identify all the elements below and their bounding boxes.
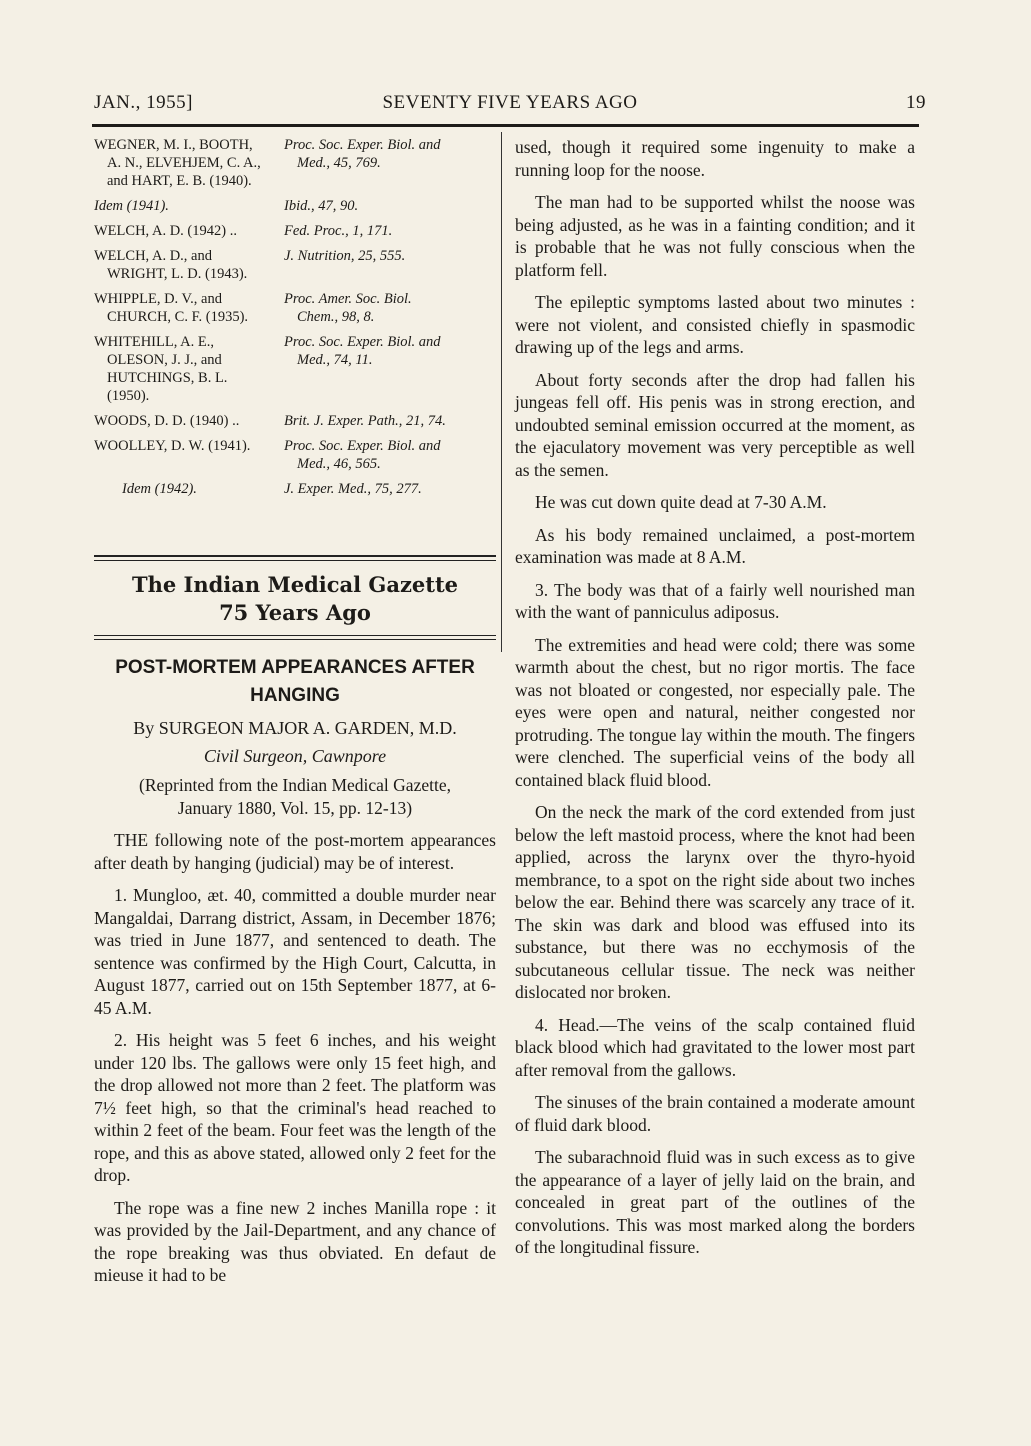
reference-author-line: WHITEHILL, A. E.,: [94, 334, 214, 350]
reference-journal: [284, 136, 494, 172]
reprint-line2: January 1880, Vol. 15, pp. 12-13): [177, 797, 413, 818]
reference-journal-line: J. Nutrition, 25, 555.: [284, 248, 406, 264]
left-column: [94, 136, 496, 1297]
reference-author-line: WELCH, A. D., and: [94, 248, 212, 264]
author-byline: By SURGEON MAJOR A. GARDEN, M.D.: [133, 718, 457, 738]
reference-authors: [94, 437, 284, 455]
reference-author-line: WEGNER, M. I., BOOTH,: [94, 137, 253, 153]
body-paragraph: used, though it required some ingenuity to make a running loop for the noose.: [515, 137, 915, 180]
reference-entry: [94, 333, 496, 405]
reference-entry: [94, 222, 496, 240]
reference-journal: [284, 480, 494, 498]
reference-journal-line: Med., 45, 769.: [297, 155, 381, 171]
reference-authors: [94, 136, 284, 190]
masthead-journal: The Indian Medical Gazette: [131, 572, 459, 597]
reference-journal-line: Proc. Amer. Soc. Biol.: [284, 291, 412, 307]
reference-list: [94, 136, 496, 498]
body-paragraph: The man had to be supported whilst the noose was being adjusted, as he was in a fainting condition; and it is probable that he was not fully conscious when the platform fell.: [515, 192, 915, 280]
reference-author-line: Idem (1942).: [122, 481, 197, 497]
header-rule: [92, 124, 919, 127]
reference-author-line: WHIPPLE, D. V., and: [94, 291, 222, 307]
body-paragraph: The extremities and head were cold; there was some warmth about the chest, but no rigor mortis. The face was not bloated or congested, nor especially pale. The eyes were open and natural, neither congested nor protruding. The tongue lay within the mouth. The fingers were clenched. The superficial veins of the body all contained black fluid blood.: [515, 634, 915, 790]
reference-entry: [94, 412, 496, 430]
reference-journal: [284, 437, 494, 473]
body-paragraph: 4. Head.—The veins of the scalp contained fluid black blood which had gravitated to the lower most part after removal from the gallows.: [515, 1014, 915, 1080]
reference-author-line: HUTCHINGS, B. L.: [107, 370, 228, 386]
left-body-text: [94, 829, 496, 1287]
reprint-line1: (Reprinted from the Indian Medical Gazette,: [139, 775, 451, 795]
reference-authors: [94, 480, 284, 498]
reference-entry: [94, 290, 496, 326]
reference-journal-line: Brit. J. Exper. Path., 21, 74.: [284, 413, 446, 429]
reference-entry: [94, 197, 496, 215]
reference-authors: [94, 412, 284, 430]
reference-journal: [284, 333, 494, 369]
body-paragraph: The epileptic symptoms lasted about two minutes : were not violent, and consisted chiefly in spasmodic drawing up of the legs and arms.: [515, 292, 915, 357]
body-paragraph: THE following note of the post-mortem appearances after death by hanging (judicial) may be of interest.: [94, 830, 496, 873]
body-paragraph: About forty seconds after the drop had fallen his jungeas fell off. His penis was in strong erection, and undoubted seminal emission occurred at the moment, as the ejaculatory movement was very perceptible as well as the semen.: [515, 369, 915, 480]
reference-author-line: CHURCH, C. F. (1935).: [107, 309, 249, 325]
body-paragraph: On the neck the mark of the cord extended from just below the left mastoid process, where the knot had been applied, across the larynx over the thyro-hyoid membrance, to a spot on the right side about two inches below the ear. Behind there was scarcely any trace of it. The skin was dark and blood was effused into its substance, but there was no ecchymosis of the subcutaneous cellular tissue. The neck was neither dislocated nor broken.: [515, 802, 915, 1002]
reference-entry: [94, 437, 496, 473]
reference-authors: [94, 197, 284, 215]
right-column: [515, 136, 915, 1269]
reference-author-line: WOOLLEY, D. W. (1941).: [94, 438, 251, 454]
reference-journal-line: Chem., 98, 8.: [297, 309, 375, 325]
body-paragraph: The subarachnoid fluid was in such excess as to give the appearance of a layer of jelly laid on the brain, and concealed in great part of the outlines of the convolutions. This was most marked along the borders of the longitudinal fissure.: [515, 1147, 915, 1257]
reference-author-line: WOODS, D. D. (1940) ..: [94, 413, 240, 429]
article-title-line2: HANGING: [250, 685, 340, 706]
reference-journal: [284, 290, 494, 326]
body-paragraph: 1. Mungloo, æt. 40, committed a double murder near Mangaldai, Darrang district, Assam, in December 1876; was tried in June 1877, and sentenced to death. The sentence was confirmed by the High Court, Calcutta, in August 1877, carried out on 15th September 1877, at 6-45 A.M.: [94, 885, 496, 1018]
reference-journal-line: Med., 74, 11.: [297, 352, 373, 368]
reference-author-line: Idem (1941).: [94, 198, 169, 214]
masthead: [94, 571, 496, 627]
body-paragraph: 2. His height was 5 feet 6 inches, and his weight under 120 lbs. The gallows were only 15 feet high, and the drop allowed not more than 2 feet. The platform was 7½ feet high, so that the criminal's head reached to within 2 feet of the beam. Four feet was the length of the rope, and this as above stated, allowed only 2 feet for the drop.: [94, 1030, 496, 1185]
reference-entry: [94, 136, 496, 190]
header-title: SEVENTY FIVE YEARS AGO: [382, 92, 638, 113]
body-paragraph: As his body remained unclaimed, a post-mortem examination was made at 8 A.M.: [515, 524, 915, 567]
page-number: 19: [906, 92, 926, 113]
header-date: JAN., 1955]: [94, 92, 193, 113]
column-divider: [501, 132, 502, 652]
reference-author-line: (1950).: [107, 388, 150, 404]
reference-author-line: WRIGHT, L. D. (1943).: [107, 266, 248, 282]
reference-authors: [94, 222, 284, 240]
reference-author-line: WELCH, A. D. (1942) ..: [94, 223, 237, 239]
reference-journal-line: J. Exper. Med., 75, 277.: [284, 481, 422, 497]
reference-journal-line: Proc. Soc. Exper. Biol. and: [284, 137, 441, 153]
reference-author-line: A. N., ELVEHJEM, C. A.,: [107, 155, 261, 171]
reference-journal: [284, 412, 494, 430]
article-title: [94, 654, 496, 710]
masthead-subtitle: 75 Years Ago: [219, 600, 371, 625]
reference-journal: [284, 222, 494, 240]
reference-journal-line: Ibid., 47, 90.: [284, 198, 359, 214]
masthead-rule-top-thin: [94, 560, 496, 561]
reference-journal-line: Fed. Proc., 1, 171.: [284, 223, 393, 239]
reference-authors: [94, 333, 284, 405]
running-header: [94, 92, 926, 120]
reference-journal: [284, 197, 494, 215]
reference-journal-line: Med., 46, 565.: [297, 456, 381, 472]
reference-journal: [284, 247, 494, 265]
reference-journal-line: Proc. Soc. Exper. Biol. and: [284, 438, 441, 454]
body-paragraph: The sinuses of the brain contained a moderate amount of fluid dark blood.: [515, 1092, 915, 1135]
reference-authors: [94, 247, 284, 283]
masthead-rule-bottom-thin: [94, 639, 496, 640]
body-paragraph: The rope was a fine new 2 inches Manilla rope : it was provided by the Jail-Department, and any chance of the rope breaking was thus obviated. En defaut de mieuse it had to be: [94, 1197, 496, 1285]
reference-entry: [94, 247, 496, 283]
reference-entry: [94, 480, 496, 498]
reference-author-line: and HART, E. B. (1940).: [107, 173, 252, 189]
reference-authors: [94, 290, 284, 326]
reference-author-line: OLESON, J. J., and: [107, 352, 222, 368]
reference-journal-line: Proc. Soc. Exper. Biol. and: [284, 334, 441, 350]
reprint-note: [94, 774, 496, 819]
body-paragraph: 3. The body was that of a fairly well nourished man with the want of panniculus adiposus.: [515, 579, 915, 622]
article-title-line1: POST-MORTEM APPEARANCES AFTER: [115, 657, 475, 678]
body-paragraph: He was cut down quite dead at 7-30 A.M.: [535, 492, 827, 512]
author-affiliation: Civil Surgeon, Cawnpore: [203, 746, 387, 766]
right-body-text: [515, 136, 915, 1259]
